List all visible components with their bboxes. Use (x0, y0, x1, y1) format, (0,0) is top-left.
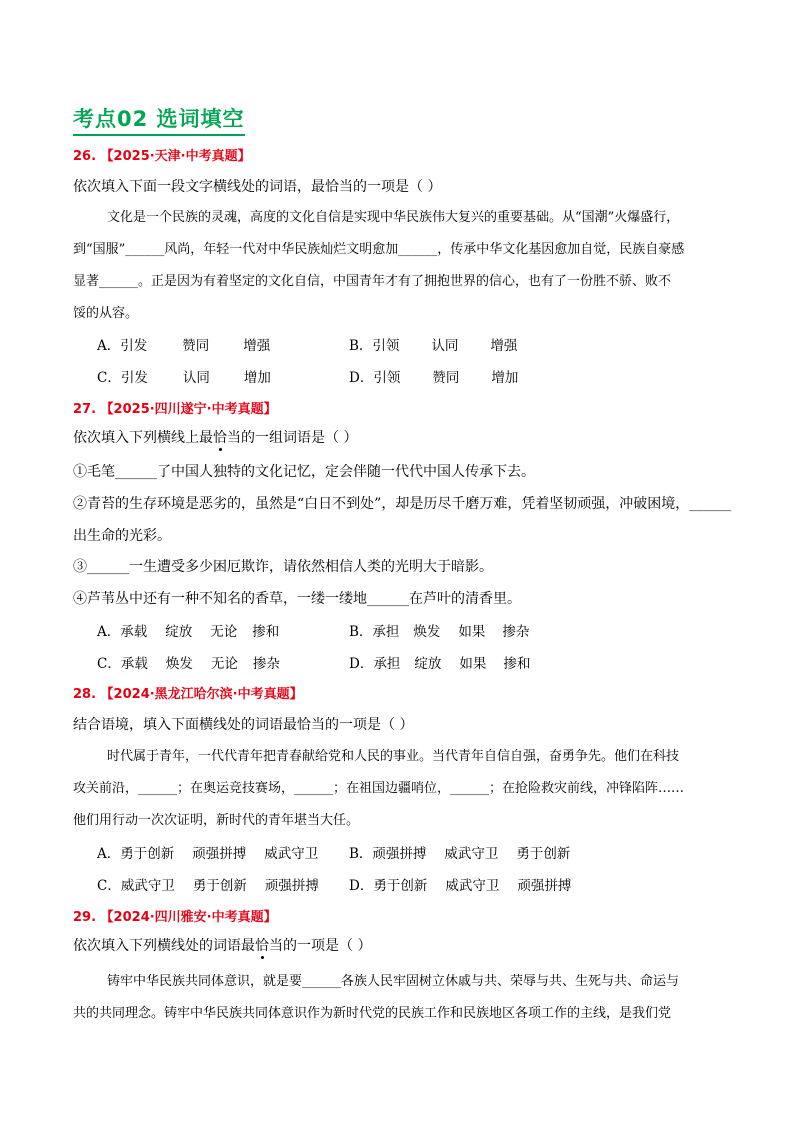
question-28-option-d[interactable] (349, 877, 571, 895)
stem-text: 依次填入下列横线处的词语 (73, 938, 241, 954)
question-27-line: ④芦苇丛中还有一种不知名的香草，一缕一缕地______在芦叶的清香里。 (73, 591, 521, 607)
option-word: 认同 (182, 370, 210, 386)
option-word: 承载 (120, 656, 148, 672)
question-29-passage-line: 铸牢中华民族共同体意识，就是要______各族人民牢固树立休戚与共、荣辱与共、生死与共、命运与 (107, 974, 680, 989)
question-28-passage-line: 他们用行动一次次证明，新时代的青年堪当大任。 (73, 813, 360, 828)
stem-text: 的一组词语是（ ） (241, 430, 358, 446)
question-26-option-d[interactable] (349, 369, 518, 387)
option-word: 增强 (243, 338, 271, 354)
option-letter: A． (97, 846, 121, 862)
option-word: 掺杂 (502, 624, 530, 640)
option-letter: B． (349, 846, 373, 862)
option-word: 勇于创新 (516, 846, 571, 862)
option-word: 赞同 (182, 338, 210, 354)
option-word: 如果 (458, 624, 486, 640)
option-letter: B． (349, 624, 373, 640)
question-27-option-c[interactable] (97, 655, 280, 673)
option-word: 顽强拼搏 (192, 846, 247, 862)
emphasis-dotted-text: 最恰当 (241, 938, 283, 954)
question-26-option-a[interactable] (97, 337, 270, 355)
question-28-header: 28. 【2024·黑龙江哈尔滨·中考真题】 (73, 687, 303, 702)
question-28-option-c[interactable] (97, 877, 319, 895)
question-27-line: ②青苔的生存环境是恶劣的，虽然是“白日不到处”，却是历尽千磨万难，凭着坚韧顽强，冲破困境，______ (73, 496, 732, 512)
question-26-passage-line: 文化是一个民族的灵魂，高度的文化自信是实现中华民族伟大复兴的重要基础。从“国潮”火爆盛行， (107, 210, 680, 225)
stem-text: 依次填入下列横线上 (73, 430, 199, 446)
question-26-header: 26. 【2025·天津·中考真题】 (73, 149, 251, 164)
question-27-line: 出生命的光彩。 (73, 528, 171, 544)
option-word: 赞同 (432, 370, 460, 386)
question-26-passage-line: 到“国服”______风尚，年轻一代对中华民族灿烂文明愈加______，传承中华文化基因愈加自觉，民族自豪感 (73, 242, 685, 257)
option-word: 掺和 (503, 656, 531, 672)
option-word: 掺杂 (252, 656, 280, 672)
option-word: 顽强拼搏 (517, 878, 572, 894)
option-word: 引领 (373, 370, 401, 386)
option-letter: A． (97, 338, 121, 354)
option-word: 引发 (120, 370, 148, 386)
option-word: 无论 (210, 656, 238, 672)
option-letter: D． (349, 878, 374, 894)
option-word: 威武守卫 (444, 846, 499, 862)
question-27-option-d[interactable] (349, 655, 530, 673)
option-word: 掺和 (252, 624, 280, 640)
question-26-passage-line: 馁的从容。 (73, 306, 139, 321)
option-letter: C． (97, 656, 121, 672)
question-29-stem (73, 937, 371, 955)
option-word: 无论 (210, 624, 238, 640)
stem-text: 的一项是（ ） (283, 938, 372, 954)
question-28-passage-line: 时代属于青年，一代代青年把青春献给党和人民的事业。当代青年自信自强，奋勇争先。他们在科技 (107, 749, 680, 764)
option-word: 增加 (243, 370, 271, 386)
option-word: 承担 (372, 624, 400, 640)
question-27-header: 27. 【2025·四川遂宁·中考真题】 (73, 402, 277, 417)
option-word: 顽强拼搏 (372, 846, 427, 862)
option-word: 引发 (120, 338, 148, 354)
option-word: 绽放 (414, 656, 442, 672)
option-word: 引领 (372, 338, 400, 354)
option-word: 勇于创新 (192, 878, 247, 894)
option-word: 威武守卫 (264, 846, 319, 862)
option-word: 增加 (491, 370, 519, 386)
question-26-passage-line: 显著______。正是因为有着坚定的文化自信，中国青年才有了拥抱世界的信心，也有了一份胜不骄、败不 (73, 274, 672, 289)
option-word: 认同 (431, 338, 459, 354)
option-word: 勇于创新 (373, 878, 428, 894)
question-28-passage-line: 攻关前沿，______；在奥运竞技赛场，______；在祖国边疆哨位，______；在抢险救灾前线，冲锋陷阵…… (73, 781, 685, 796)
option-word: 如果 (459, 656, 487, 672)
section-title: 考点02 选词填空 (73, 103, 245, 136)
option-word: 勇于创新 (120, 846, 175, 862)
question-26-stem: 依次填入下面一段文字横线处的词语，最恰当的一项是（ ） (73, 179, 442, 195)
question-27-line: ①毛笔______了中国人独特的文化记忆，定会伴随一代代中国人传承下去。 (73, 464, 535, 480)
option-letter: D． (349, 370, 374, 386)
option-letter: A． (97, 624, 121, 640)
option-letter: D． (349, 656, 374, 672)
question-27-option-b[interactable] (349, 623, 529, 641)
question-27-stem (73, 429, 357, 447)
question-26-option-b[interactable] (349, 337, 517, 355)
option-letter: C． (97, 370, 121, 386)
option-word: 焕发 (413, 624, 441, 640)
option-word: 承载 (120, 624, 148, 640)
option-word: 增强 (490, 338, 518, 354)
option-word: 威武守卫 (445, 878, 500, 894)
option-letter: B． (349, 338, 373, 354)
question-28-stem: 结合语境，填入下面横线处的词语最恰当的一项是（ ） (73, 717, 414, 733)
question-28-option-a[interactable] (97, 845, 318, 863)
option-word: 承担 (373, 656, 401, 672)
emphasis-dotted-text: 最恰当 (199, 430, 241, 446)
option-word: 顽强拼搏 (264, 878, 319, 894)
option-word: 焕发 (165, 656, 193, 672)
question-29-header: 29. 【2024·四川雅安·中考真题】 (73, 910, 277, 925)
question-28-option-b[interactable] (349, 845, 570, 863)
option-word: 威武守卫 (120, 878, 175, 894)
option-word: 绽放 (165, 624, 193, 640)
question-27-line: ③______一生遭受多少困厄欺诈，请依然相信人类的光明大于暗影。 (73, 559, 493, 575)
question-26-option-c[interactable] (97, 369, 271, 387)
question-27-option-a[interactable] (97, 623, 279, 641)
question-29-passage-line: 共的共同理念。铸牢中华民族共同体意识作为新时代党的民族工作和民族地区各项工作的主线，是我们党 (73, 1006, 672, 1021)
option-letter: C． (97, 878, 121, 894)
